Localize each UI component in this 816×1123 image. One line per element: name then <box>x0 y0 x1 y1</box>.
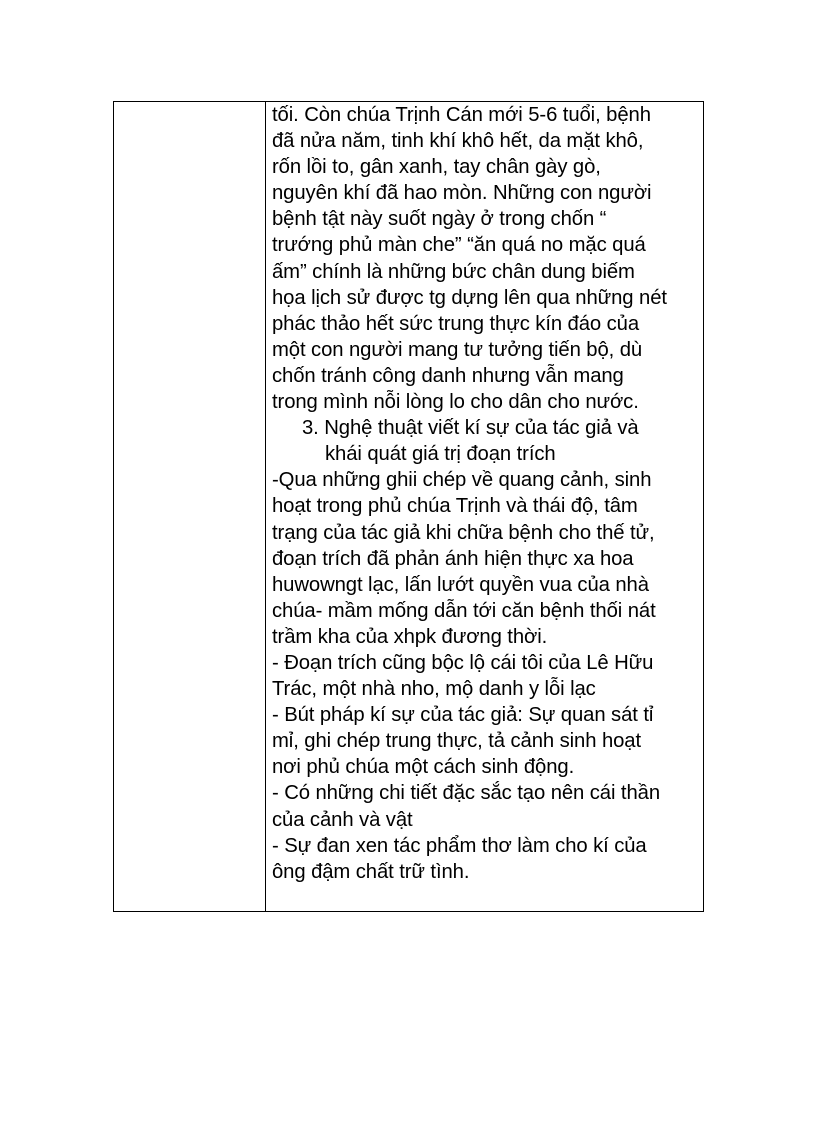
text-line: bệnh tật này suốt ngày ở trong chốn “ <box>272 208 607 231</box>
bullet-list <box>272 650 700 885</box>
text-line: huwowngt lạc, lấn lướt quyền vua của nhà <box>272 573 649 596</box>
text-line: chúa- mầm mống dẫn tới căn bệnh thối nát <box>272 599 656 622</box>
right-column-cell <box>272 102 700 911</box>
text-line: phác thảo hết sức trung thực kín đáo của <box>272 312 640 335</box>
section-heading-line: 3. Nghệ thuật viết kí sự của tác giả và <box>302 417 639 440</box>
text-line: -Qua những ghii chép về quang cảnh, sinh <box>272 469 652 492</box>
bullet-line: - Đoạn trích cũng bộc lộ cái tôi của Lê Hữu <box>272 651 654 674</box>
text-line: họa lịch sử được tg dựng lên qua những nét <box>272 286 667 309</box>
bullet-line: mỉ, ghi chép trung thực, tả cảnh sinh hoạt <box>272 730 642 753</box>
content-table <box>113 101 704 912</box>
text-line: chốn tránh công danh nhưng vẫn mang <box>272 364 624 387</box>
bullet-line: - Có những chi tiết đặc sắc tạo nên cái thần <box>272 782 660 805</box>
text-line: trướng phủ màn che” “ăn quá no mặc quá <box>272 234 646 257</box>
left-column-cell <box>114 102 265 911</box>
text-line: trầm kha của xhpk đương thời. <box>272 625 548 648</box>
text-line: trạng của tác giả khi chữa bệnh cho thế tử, <box>272 521 655 544</box>
bullet-line: nơi phủ chúa một cách sinh động. <box>272 756 575 779</box>
text-line: tối. Còn chúa Trịnh Cán mới 5-6 tuổi, bệnh <box>272 104 651 126</box>
text-line: rốn lồi to, gân xanh, tay chân gày gò, <box>272 156 601 179</box>
paragraph-reality-reflection <box>272 467 700 650</box>
bullet-line: của cảnh và vật <box>272 808 413 831</box>
bullet-line: - Bút pháp kí sự của tác giả: Sự quan sát tỉ <box>272 704 654 727</box>
text-line: một con người mang tư tưởng tiến bộ, dù <box>272 338 643 361</box>
text-line: ấm” chính là những bức chân dung biếm <box>272 260 635 283</box>
text-line: hoạt trong phủ chúa Trịnh và thái độ, tâm <box>272 495 638 518</box>
bullet-line: Trác, một nhà nho, mộ danh y lỗi lạc <box>272 678 596 701</box>
bullet-line: ông đậm chất trữ tình. <box>272 860 470 883</box>
column-divider <box>265 102 266 911</box>
bullet-line: - Sự đan xen tác phẩm thơ làm cho kí của <box>272 834 647 857</box>
text-line: nguyên khí đã hao mòn. Những con người <box>272 182 652 205</box>
text-line: đã nửa năm, tinh khí khô hết, da mặt khô, <box>272 130 644 153</box>
text-line: trong mình nỗi lòng lo cho dân cho nước. <box>272 391 639 414</box>
section-heading <box>272 415 700 467</box>
text-line: đoạn trích đã phản ánh hiện thực xa hoa <box>272 547 634 570</box>
section-heading-line: khái quát giá trị đoạn trích <box>325 443 556 466</box>
paragraph-court-illness <box>272 102 700 415</box>
